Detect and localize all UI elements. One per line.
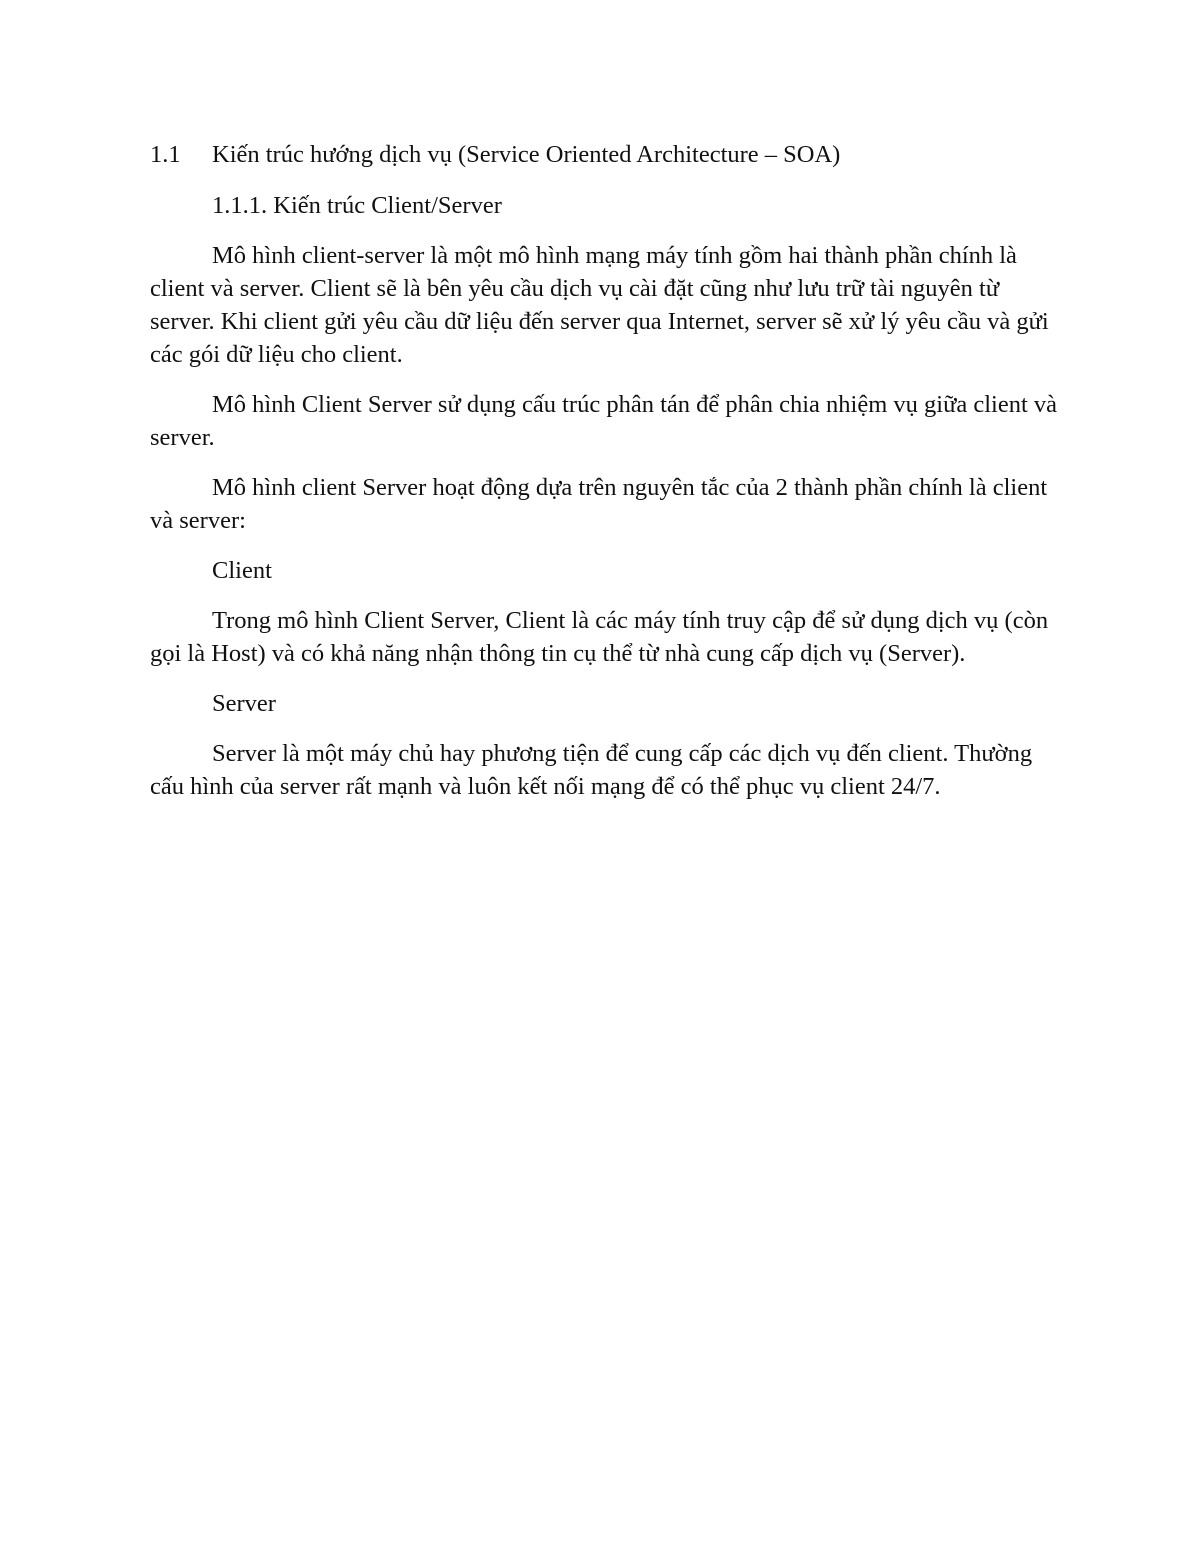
paragraph-distributed: Mô hình Client Server sử dụng cấu trúc phân tán để phân chia nhiệm vụ giữa client và server.	[150, 391, 1058, 451]
paragraph-principle: Mô hình client Server hoạt động dựa trên nguyên tắc của 2 thành phần chính là client và server:	[150, 474, 1048, 534]
section-heading	[150, 138, 1060, 171]
section-number: 1.1	[150, 141, 181, 168]
document-page	[150, 138, 1060, 820]
paragraph-server: Server là một máy chủ hay phương tiện để cung cấp các dịch vụ đến client. Thường cấu hình của server rất mạnh và luôn kết nối mạng để có thể phục vụ client 24/7.	[150, 740, 1033, 800]
server-label: Server	[212, 690, 276, 717]
paragraph-intro: Mô hình client-server là một mô hình mạng máy tính gồm hai thành phần chính là client và server. Client sẽ là bên yêu cầu dịch vụ cài đặt cũng như lưu trữ tài nguyên từ server. Khi client gửi yêu cầu dữ liệu đến server qua Internet, server sẽ xử lý yêu cầu và gửi các gói dữ liệu cho client.	[150, 242, 1049, 368]
paragraph-client: Trong mô hình Client Server, Client là các máy tính truy cập để sử dụng dịch vụ (còn gọi là Host) và có khả năng nhận thông tin cụ thể từ nhà cung cấp dịch vụ (Server).	[150, 607, 1049, 667]
section-title: Kiến trúc hướng dịch vụ (Service Oriented Architecture – SOA)	[212, 141, 841, 168]
client-label: Client	[212, 557, 272, 584]
subsection-title: 1.1.1. Kiến trúc Client/Server	[212, 192, 502, 219]
